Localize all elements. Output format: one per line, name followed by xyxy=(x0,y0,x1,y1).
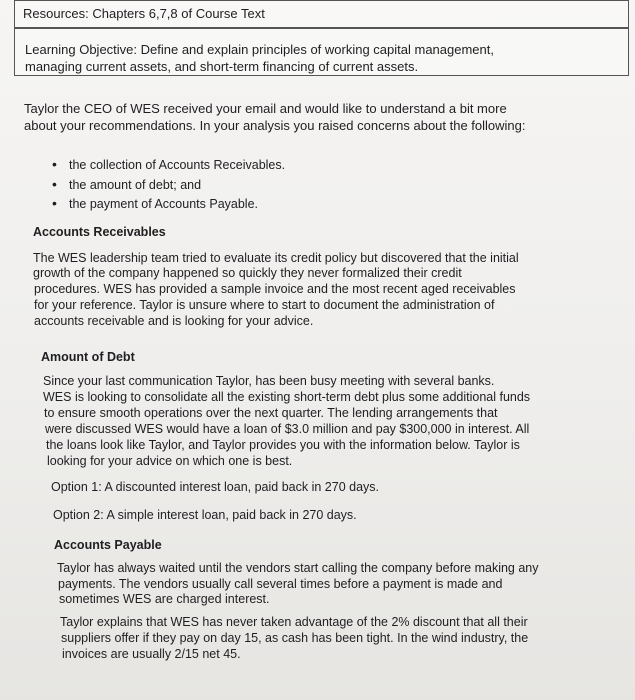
concern-item: the amount of debt; and xyxy=(69,178,202,192)
option-2: Option 2: A simple interest loan, paid back in 270 days. xyxy=(53,508,357,522)
ar-line: for your reference. Taylor is unsure where to start to document the administration of xyxy=(34,298,495,312)
concern-item: the payment of Accounts Payable. xyxy=(69,197,259,211)
intro-line-1: Taylor the CEO of WES received your email and would like to understand a bit more xyxy=(24,101,507,116)
resources-box xyxy=(14,0,629,28)
ar-line: The WES leadership team tried to evaluate its credit policy but discovered that the initial xyxy=(33,251,519,265)
ap-line: Taylor has always waited until the vendors start calling the company before making any xyxy=(57,561,539,575)
ap-line: sometimes WES are charged interest. xyxy=(59,592,270,606)
accounts-receivables-heading: Accounts Receivables xyxy=(33,225,166,239)
bullet-1-icon: • xyxy=(52,156,57,172)
debt-line: looking for your advice on which one is best. xyxy=(47,454,293,468)
ar-line: accounts receivable and is looking for your advice. xyxy=(34,314,314,328)
debt-line: to ensure smooth operations over the next quarter. The lending arrangements that xyxy=(44,406,498,420)
ar-line: growth of the company happened so quickly they never formalized their credit xyxy=(33,266,462,280)
ap-line: Taylor explains that WES has never taken advantage of the 2% discount that all their xyxy=(60,615,528,629)
debt-line: WES is looking to consolidate all the existing short-term debt plus some additional funds xyxy=(43,390,531,404)
debt-line: were discussed WES would have a loan of $3.0 million and pay $300,000 in interest. All xyxy=(45,422,530,436)
ap-line: suppliers offer if they pay on day 15, as cash has been tight. In the wind industry, the xyxy=(61,631,529,645)
option-1: Option 1: A discounted interest loan, paid back in 270 days. xyxy=(51,480,379,494)
bullet-3-icon: • xyxy=(52,195,57,211)
accounts-payable-heading: Accounts Payable xyxy=(54,538,162,552)
learning-objective-box xyxy=(14,28,629,76)
debt-line: Since your last communication Taylor, has been busy meeting with several banks. xyxy=(43,374,495,388)
ap-line: invoices are usually 2/15 net 45. xyxy=(62,647,241,661)
concern-item: the collection of Accounts Receivables. xyxy=(69,158,286,172)
amount-of-debt-heading: Amount of Debt xyxy=(41,350,135,364)
objective-line-2: managing current assets, and short-term financing of current assets. xyxy=(25,59,419,74)
resources-text: Resources: Chapters 6,7,8 of Course Text xyxy=(23,6,265,21)
ap-line: payments. The vendors usually call several times before a payment is made and xyxy=(58,577,503,591)
objective-line-1: Learning Objective: Define and explain principles of working capital management, xyxy=(25,42,494,57)
ar-line: procedures. WES has provided a sample invoice and the most recent aged receivables xyxy=(34,282,516,296)
bullet-2-icon: • xyxy=(52,176,57,192)
debt-line: the loans look like Taylor, and Taylor provides you with the information below. Taylor is xyxy=(46,438,520,452)
intro-line-2: about your recommendations. In your analysis you raised concerns about the following: xyxy=(24,118,526,133)
